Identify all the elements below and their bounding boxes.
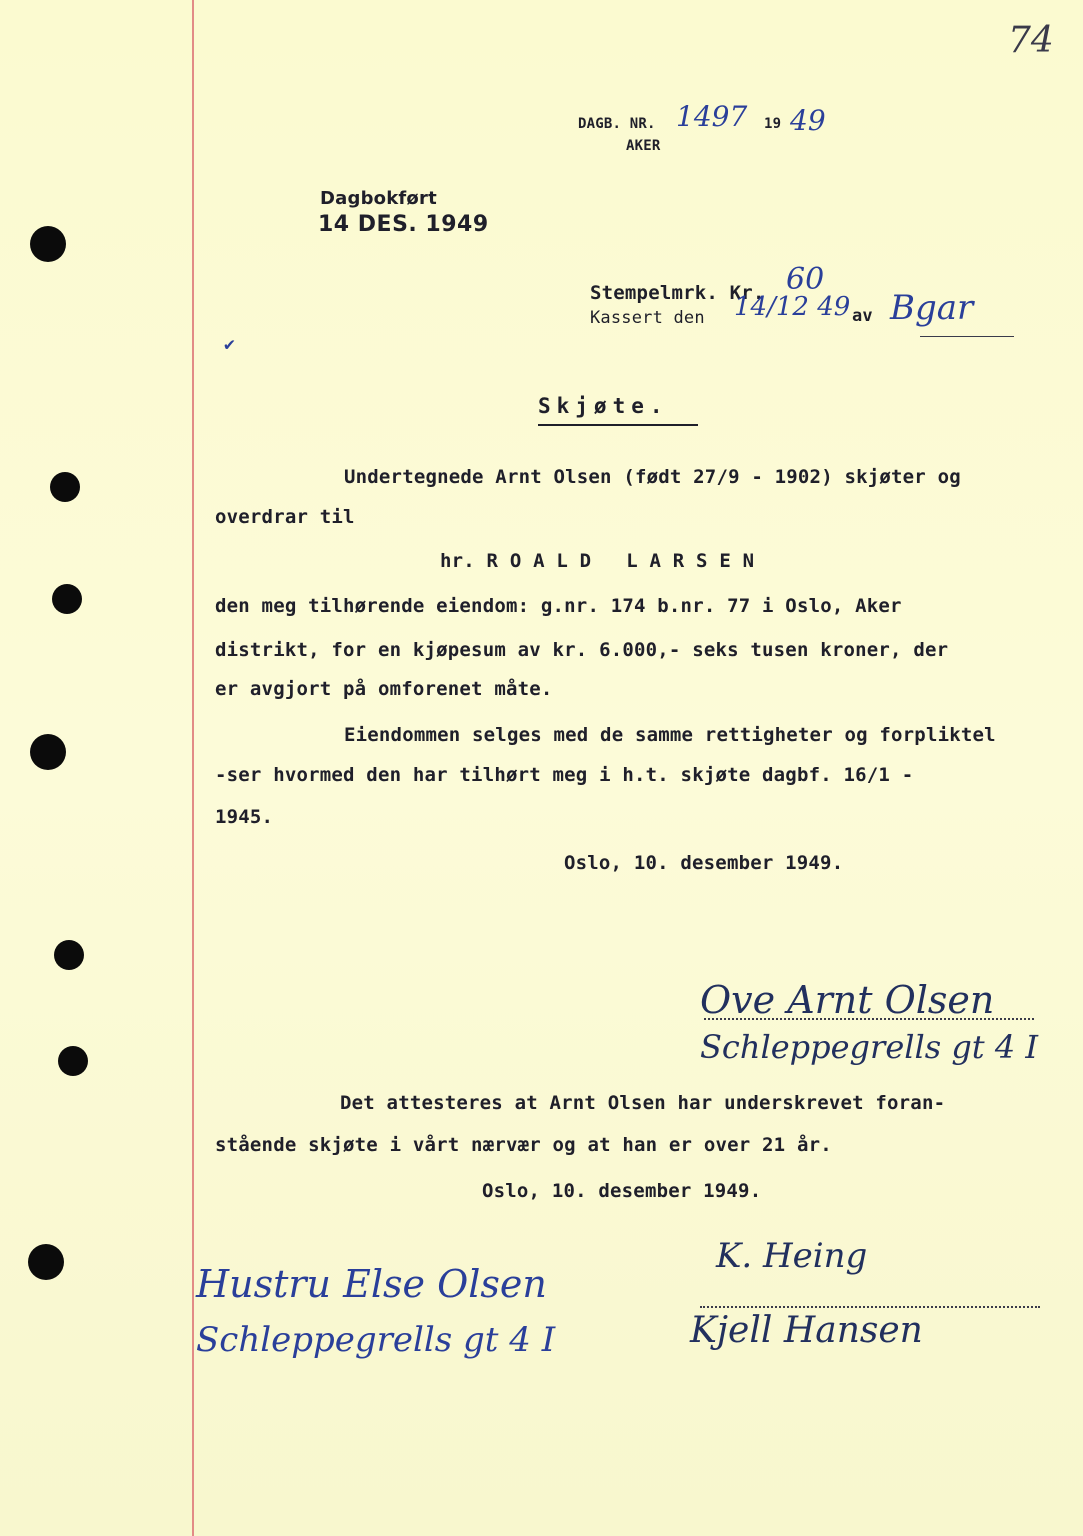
punch-hole [30, 734, 66, 770]
witness2-initials: K. Heing [716, 1236, 868, 1276]
journal-label: DAGB. NR. [578, 116, 656, 132]
attestation-line: Det attesteres at Arnt Olsen har underskrevet foran- [340, 1092, 946, 1114]
attestation-place-date: Oslo, 10. desember 1949. [482, 1180, 762, 1202]
cancelled-by-signature: Bgar [890, 288, 974, 328]
journal-place: AKER [626, 138, 661, 154]
body-line: overdrar til [215, 506, 355, 528]
body-line: er avgjort på omforenet måte. [215, 678, 553, 700]
punch-hole [28, 1244, 64, 1280]
punch-hole [30, 226, 66, 262]
signature-dotted-line [704, 1018, 1034, 1020]
punch-hole [50, 472, 80, 502]
witness1-signature: Hustru Else Olsen [196, 1262, 547, 1306]
place-date: Oslo, 10. desember 1949. [564, 852, 844, 874]
registered-stamp-date: 14 DES. 1949 [318, 212, 489, 237]
red-margin-line [192, 0, 194, 1536]
witness1-address: Schleppegrells gt 4 I [196, 1320, 556, 1360]
journal-number: 1497 [676, 100, 748, 133]
cancelled-date-label: Kassert den [590, 308, 705, 328]
journal-year-prefix: 19 [764, 116, 782, 132]
registered-stamp-title: Dagbokført [320, 188, 437, 209]
body-line: Eiendommen selges med de samme rettigheter og forpliktel [344, 724, 996, 746]
stamp-duty-amount: 60 [786, 262, 825, 297]
signature-dotted-line [700, 1306, 1040, 1308]
witness2-signature: Kjell Hansen [690, 1310, 923, 1351]
journal-year: 49 [790, 104, 826, 137]
seller-address: Schleppegrells gt 4 I [700, 1028, 1038, 1066]
body-line: distrikt, for en kjøpesum av kr. 6.000,- seks tusen kroner, der [215, 639, 949, 661]
signature-line [920, 336, 1014, 337]
cancelled-by-label: av [852, 306, 873, 326]
title-underline [538, 424, 698, 426]
stamp-duty-label: Stempelmrk. Kr. [590, 282, 765, 304]
body-line: -ser hvormed den har tilhørt meg i h.t. skjøte dagbf. 16/1 - [215, 764, 914, 786]
attestation-line: stående skjøte i vårt nærvær og at han er over 21 år. [215, 1134, 832, 1156]
cancelled-date: 14/12 49 [734, 292, 851, 322]
seller-signature: Ove Arnt Olsen [700, 978, 995, 1022]
punch-hole [52, 584, 82, 614]
punch-hole [54, 940, 84, 970]
body-line: Undertegnede Arnt Olsen (født 27/9 - 1902) skjøter og [344, 466, 961, 488]
page-number: 74 [1008, 20, 1054, 61]
body-line: 1945. [215, 806, 274, 828]
punch-hole [58, 1046, 88, 1076]
body-line: den meg tilhørende eiendom: g.nr. 174 b.nr. 77 i Oslo, Aker [215, 595, 902, 617]
buyer-name: hr. R O A L D L A R S E N [440, 550, 755, 572]
document-title: Skjøte. [538, 394, 669, 418]
check-mark: ✔ [224, 334, 235, 355]
